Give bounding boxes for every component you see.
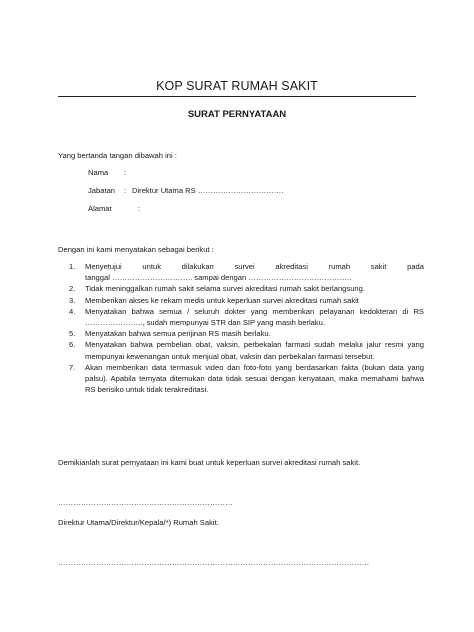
identity-value: Direktur Utama RS ……………………………. [132,186,284,195]
list-item [58,283,424,294]
list-item [58,362,424,396]
document-title: SURAT PERNYATAAN [187,109,287,120]
list-item-number: 1. [69,262,76,271]
list-item [58,339,424,361]
list-item-text-continued: tanggal ………………………….. sampai dengan ………………………………….. [85,273,352,283]
list-item-number: 4. [69,306,76,316]
identity-colon: : [124,186,127,195]
list-item-text: Akan memberikan data termasuk video dan foto-foto yang berdasarkan fakta (bukan data yang palsu). Apabila ternyata ditemukan data tidak sesuai dengan kenyataan, maka memahami bahwa RS berisiko untuk tidak terakreditasi. [85,362,424,395]
list-item [58,261,424,283]
identity-colon: : [138,204,141,213]
list-item-text: Menyetujui untuk dilakukan survei akreditasi rumah sakit pada [85,262,424,271]
list-item-number: 7. [69,362,76,372]
list-item-number: 5. [69,329,76,339]
identity-label: Nama [88,168,109,177]
list-item-number: 6. [69,340,76,350]
signature-position: Direktur Utama/Direktur/Kepala/*) Rumah Sakit. [58,518,219,527]
signature-footnote-line: …………………………………………………………………………………………………………… [58,558,370,567]
intro-text: Yang bertanda tangan dibawah ini : [58,151,177,160]
list-item [58,295,424,306]
list-item [58,328,424,339]
list-item [58,306,424,328]
letterhead-divider [58,96,416,97]
list-item-text: Menyatakan bahwa pembelian obat, vaksin, perbekalan farmasi sudah melalui jalur resmi yang mempunyai kewenangan untuk menjual obat, vaksin dan perbekalan farmasi tersebut. [85,340,424,361]
list-item-text: Tidak meninggalkan rumah sakit selama survei akreditasi rumah sakit berlangsung. [85,284,365,294]
closing-statement: Demikianlah surat pernyataan ini kami buat untuk keperluan survei akreditasi rumah sakit. [58,458,361,467]
statement-intro: Dengan ini kami menyatakan sebagai berikut : [58,245,214,254]
list-item-text: Menyatakan bahwa semua / seluruh dokter yang memberikan pelayanan kedokteran di RS ………………….., sudah mempunyai STR dan SIP yang masih berlaku. [85,306,424,328]
statement-list [58,261,424,395]
identity-colon: : [124,168,127,177]
list-item-number: 2. [69,284,76,294]
list-item-text: Menyatakan bahwa semua perijinan RS masih berlaku. [85,329,271,339]
identity-label: Jabatan [88,186,116,195]
letterhead-title: KOP SURAT RUMAH SAKIT [156,79,318,93]
list-item-number: 3. [69,295,76,305]
list-item-text: Memberikan akses ke rekam medis untuk keperluan survei akreditasi rumah sakit [85,295,359,305]
identity-label: Alamat [88,204,112,213]
signature-name-line: …………………………………………………………… [58,498,233,507]
